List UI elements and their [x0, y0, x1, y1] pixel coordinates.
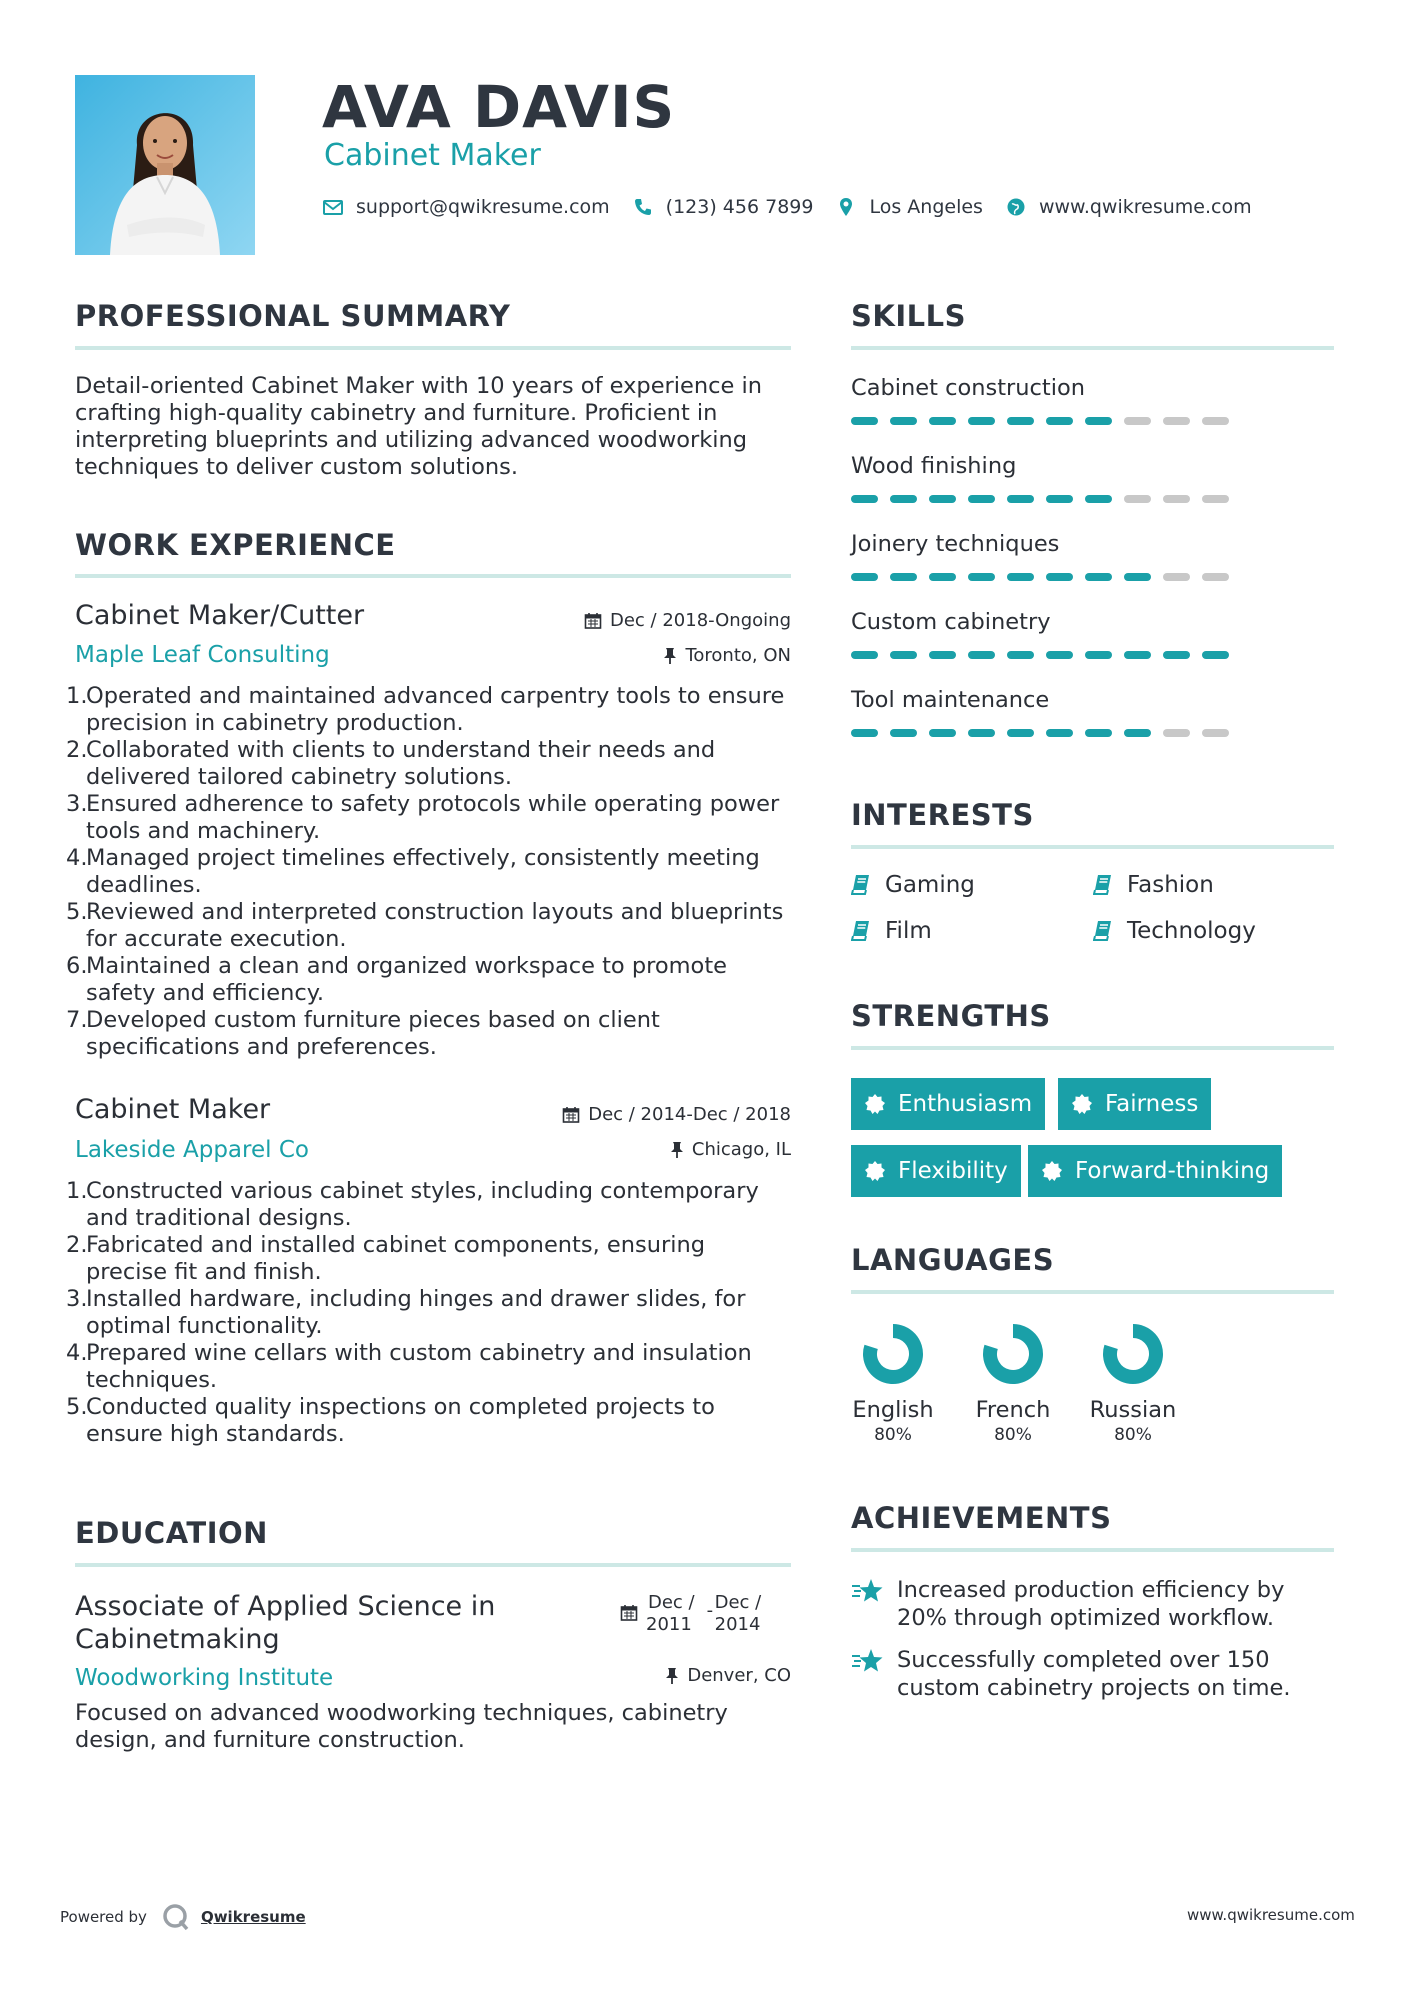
skill-level-dots	[851, 729, 1334, 737]
job-location-text: Chicago, IL	[691, 1139, 791, 1160]
skill-level-dot	[1163, 651, 1190, 659]
achievements-rule	[851, 1548, 1334, 1552]
skill-level-dot	[929, 573, 956, 581]
skill-level-dots	[851, 651, 1334, 659]
list-line: Maintained a clean and organized workspace to promote	[86, 953, 727, 979]
book-icon	[851, 920, 871, 942]
skill-level-dot	[929, 729, 956, 737]
list-line: tools and machinery.	[86, 818, 321, 844]
skill-level-dot	[890, 573, 917, 581]
list-item	[68, 1007, 798, 1061]
job-title: Cabinet Maker/Cutter	[75, 600, 365, 631]
achievements-heading: ACHIEVEMENTS	[851, 1501, 1112, 1535]
school-name: Woodworking Institute	[75, 1665, 334, 1691]
skill-level-dot	[851, 573, 878, 581]
degree-line: Cabinetmaking	[75, 1624, 280, 1655]
list-number: 1.	[66, 683, 88, 709]
list-line: Ensured adherence to safety protocols while operating power	[86, 791, 780, 817]
strength-tag	[1028, 1145, 1282, 1197]
language-percent: 80%	[994, 1425, 1032, 1445]
list-line: delivered tailored cabinetry solutions.	[86, 764, 513, 790]
education-end	[706, 1592, 762, 1636]
language-level-ring	[977, 1318, 1049, 1390]
list-item	[68, 1232, 798, 1286]
skill-level-dot	[1085, 417, 1112, 425]
languages-rule	[851, 1290, 1334, 1294]
strengths-rule	[851, 1046, 1334, 1050]
skill-level-dot	[929, 651, 956, 659]
qwikresume-logo-icon	[161, 1902, 191, 1932]
interest-label: Film	[885, 918, 932, 944]
email-icon	[322, 196, 344, 218]
book-icon	[1093, 920, 1113, 942]
list-item	[68, 1394, 798, 1448]
skill-item	[851, 374, 1334, 452]
achievement-item	[851, 1646, 1334, 1702]
list-line: for accurate execution.	[86, 926, 347, 952]
strength-label: Fairness	[1105, 1091, 1199, 1117]
job-location-text: Toronto, ON	[685, 645, 791, 666]
summary-text	[75, 373, 791, 481]
description-line: Focused on advanced woodworking techniques, cabinetry	[75, 1700, 728, 1726]
skill-level-dot	[1085, 573, 1112, 581]
skill-level-dot	[1202, 417, 1229, 425]
skill-level-dots	[851, 495, 1334, 503]
interests-heading: INTERESTS	[851, 798, 1034, 832]
calendar-icon	[584, 612, 602, 630]
list-item	[68, 1340, 798, 1394]
skill-level-dot	[1007, 729, 1034, 737]
education-location	[480, 1665, 791, 1687]
list-line: and traditional designs.	[86, 1205, 352, 1231]
language-name: English	[852, 1397, 934, 1423]
list-line: deadlines.	[86, 872, 202, 898]
interests-rule	[851, 845, 1334, 849]
interest-item	[851, 917, 932, 945]
list-number: 4.	[66, 1340, 88, 1366]
skill-name: Joinery techniques	[851, 531, 1060, 557]
language-level-arc	[870, 1331, 916, 1377]
achievement-line: custom cabinetry projects on time.	[897, 1675, 1291, 1701]
languages-heading: LANGUAGES	[851, 1243, 1055, 1277]
location-pin-icon	[835, 196, 857, 218]
language-level-ring	[1097, 1318, 1169, 1390]
skill-level-dot	[968, 729, 995, 737]
date-dash: -	[706, 1600, 714, 1621]
star-icon	[851, 1648, 885, 1674]
list-number: 3.	[66, 1286, 88, 1312]
skill-level-dot	[1046, 573, 1073, 581]
phone-icon	[632, 196, 654, 218]
summary-line: Detail-oriented Cabinet Maker with 10 years of experience in	[75, 373, 763, 399]
list-line: Installed hardware, including hinges and drawer slides, for	[86, 1286, 746, 1312]
job-location	[480, 645, 791, 667]
skill-level-dot	[1124, 573, 1151, 581]
list-line: Conducted quality inspections on completed projects to	[86, 1394, 715, 1420]
description-line: design, and furniture construction.	[75, 1727, 465, 1753]
degree-title	[75, 1590, 495, 1656]
job-company: Lakeside Apparel Co	[75, 1137, 309, 1163]
powered-by-label: Powered by	[60, 1908, 147, 1926]
list-item	[68, 791, 798, 845]
summary-rule	[75, 346, 791, 350]
list-line: safety and efficiency.	[86, 980, 324, 1006]
skill-level-dot	[1163, 417, 1190, 425]
skill-item	[851, 530, 1334, 608]
list-line: Fabricated and installed cabinet components, ensuring	[86, 1232, 706, 1258]
date-part: 2014	[714, 1614, 761, 1635]
pushpin-icon	[665, 1667, 679, 1685]
skill-level-dot	[968, 573, 995, 581]
skill-level-dot	[1046, 417, 1073, 425]
list-line: Managed project timelines effectively, consistently meeting	[86, 845, 760, 871]
list-number: 5.	[66, 1394, 88, 1420]
languages-list	[838, 1318, 1188, 1446]
skills-list	[851, 374, 1334, 764]
experience-heading: WORK EXPERIENCE	[75, 528, 396, 562]
skill-level-dot	[1124, 417, 1151, 425]
skill-name: Wood finishing	[851, 453, 1017, 479]
skills-rule	[851, 346, 1334, 350]
skill-level-dot	[1007, 495, 1034, 503]
contact-website[interactable]: www.qwikresume.com	[1038, 196, 1252, 218]
skill-level-dot	[1124, 495, 1151, 503]
job-dates	[480, 1104, 791, 1126]
list-number: 7.	[66, 1007, 88, 1033]
language-percent: 80%	[1114, 1425, 1152, 1445]
strength-tag	[851, 1078, 1045, 1130]
achievement-line: Increased production efficiency by	[897, 1577, 1285, 1603]
skill-level-dot	[1202, 729, 1229, 737]
interest-item	[1093, 917, 1256, 945]
skill-level-dot	[1163, 729, 1190, 737]
list-line: optimal functionality.	[86, 1313, 323, 1339]
skill-level-dot	[1202, 651, 1229, 659]
skill-level-dot	[929, 417, 956, 425]
education-location-text: Denver, CO	[687, 1665, 791, 1686]
language-level-arc	[990, 1331, 1036, 1377]
skill-item	[851, 608, 1334, 686]
list-item	[68, 1286, 798, 1340]
list-line: ensure high standards.	[86, 1421, 345, 1447]
skill-level-dot	[968, 651, 995, 659]
list-line: Constructed various cabinet styles, including contemporary	[86, 1178, 759, 1204]
list-item	[68, 1178, 798, 1232]
contact-phone[interactable]: (123) 456 7899	[665, 196, 814, 218]
job-dates	[480, 610, 791, 632]
skill-level-dot	[1007, 651, 1034, 659]
contact-email[interactable]: support@qwikresume.com	[356, 196, 610, 218]
skill-level-dot	[1163, 573, 1190, 581]
skill-level-dot	[1124, 729, 1151, 737]
skill-level-dot	[1202, 573, 1229, 581]
language-level-ring	[857, 1318, 929, 1390]
skill-level-dot	[851, 495, 878, 503]
skill-name: Cabinet construction	[851, 375, 1086, 401]
list-item	[68, 899, 798, 953]
skill-level-dot	[851, 729, 878, 737]
skills-heading: SKILLS	[851, 299, 966, 333]
skill-level-dot	[1085, 729, 1112, 737]
footer-powered-by	[60, 1902, 306, 1932]
job-dates-text: Dec / 2018-Ongoing	[610, 610, 791, 631]
interest-label: Gaming	[885, 872, 975, 898]
achievement-line: Successfully completed over 150	[897, 1647, 1270, 1673]
candidate-title: Cabinet Maker	[324, 138, 541, 173]
list-number: 2.	[66, 1232, 88, 1258]
pushpin-icon	[663, 647, 677, 665]
pushpin-icon	[670, 1141, 684, 1159]
list-line: Operated and maintained advanced carpentry tools to ensure	[86, 683, 785, 709]
list-number: 1.	[66, 1178, 88, 1204]
skill-level-dot	[1007, 417, 1034, 425]
date-part: Dec /	[648, 1592, 695, 1613]
skill-level-dots	[851, 417, 1334, 425]
summary-heading: PROFESSIONAL SUMMARY	[75, 299, 511, 333]
summary-line: interpreting blueprints and utilizing advanced woodworking	[75, 427, 748, 453]
job-duties-list	[68, 1178, 798, 1448]
strength-tag	[1058, 1078, 1211, 1130]
skill-level-dot	[1046, 495, 1073, 503]
achievement-item	[851, 1576, 1334, 1632]
footer-website[interactable]: www.qwikresume.com	[1187, 1906, 1355, 1924]
education-start	[646, 1592, 695, 1636]
skill-item	[851, 686, 1334, 764]
summary-line: crafting high-quality cabinetry and furniture. Proficient in	[75, 400, 718, 426]
list-item	[68, 683, 798, 737]
list-line: specifications and preferences.	[86, 1034, 437, 1060]
list-line: precise fit and finish.	[86, 1259, 322, 1285]
list-number: 6.	[66, 953, 88, 979]
strength-label: Forward-thinking	[1075, 1158, 1270, 1184]
list-item	[68, 845, 798, 899]
calendar-icon	[562, 1106, 580, 1124]
achievement-text	[897, 1576, 1284, 1632]
list-item	[68, 953, 798, 1007]
education-rule	[75, 1563, 791, 1567]
skill-level-dot	[1046, 729, 1073, 737]
summary-line: techniques to deliver custom solutions.	[75, 454, 518, 480]
interest-item	[1093, 871, 1214, 899]
skill-level-dot	[1085, 495, 1112, 503]
profile-photo	[75, 75, 255, 255]
skill-level-dot	[1124, 651, 1151, 659]
skill-level-dot	[1163, 495, 1190, 503]
globe-icon	[1005, 196, 1027, 218]
contact-bar	[322, 192, 1274, 222]
list-line: precision in cabinetry production.	[86, 710, 464, 736]
skill-level-dot	[1085, 651, 1112, 659]
list-line: Collaborated with clients to understand their needs and	[86, 737, 716, 763]
book-icon	[1093, 874, 1113, 896]
list-line: Reviewed and interpreted construction layouts and blueprints	[86, 899, 784, 925]
skill-name: Tool maintenance	[851, 687, 1050, 713]
skill-level-dot	[968, 417, 995, 425]
list-line: Developed custom furniture pieces based on client	[86, 1007, 660, 1033]
language-item	[838, 1318, 948, 1446]
job-company: Maple Leaf Consulting	[75, 642, 330, 668]
date-part: Dec /	[714, 1592, 762, 1613]
skill-item	[851, 452, 1334, 530]
list-line: Prepared wine cellars with custom cabinetry and insulation	[86, 1340, 752, 1366]
interest-label: Fashion	[1127, 872, 1214, 898]
book-icon	[851, 874, 871, 896]
language-name: Russian	[1089, 1397, 1177, 1423]
experience-rule	[75, 574, 791, 578]
skill-level-dot	[1202, 495, 1229, 503]
badge-icon	[1071, 1093, 1093, 1115]
achievement-line: 20% through optimized workflow.	[897, 1605, 1274, 1631]
list-number: 2.	[66, 737, 88, 763]
skill-level-dot	[851, 651, 878, 659]
skill-level-dot	[851, 417, 878, 425]
list-number: 4.	[66, 845, 88, 871]
language-item	[1078, 1318, 1188, 1446]
strength-label: Enthusiasm	[898, 1091, 1033, 1117]
list-number: 5.	[66, 899, 88, 925]
list-item	[68, 737, 798, 791]
strength-label: Flexibility	[898, 1158, 1008, 1184]
education-heading: EDUCATION	[75, 1516, 268, 1550]
date-part: 2011	[646, 1614, 692, 1635]
strength-tag	[851, 1145, 1021, 1197]
qwikresume-link[interactable]: Qwikresume	[200, 1908, 306, 1926]
skill-level-dot	[929, 495, 956, 503]
star-icon	[851, 1578, 885, 1604]
achievement-text	[897, 1646, 1290, 1702]
skill-level-dot	[890, 651, 917, 659]
skill-level-dot	[1007, 573, 1034, 581]
interest-item	[851, 871, 975, 899]
strengths-heading: STRENGTHS	[851, 999, 1051, 1033]
education-description	[75, 1700, 791, 1754]
education-dates	[620, 1592, 761, 1636]
contact-location: Los Angeles	[869, 196, 983, 218]
skill-level-dot	[1046, 651, 1073, 659]
badge-icon	[864, 1160, 886, 1182]
candidate-name: AVA DAVIS	[322, 73, 676, 141]
skill-level-dot	[890, 417, 917, 425]
skill-name: Custom cabinetry	[851, 609, 1051, 635]
calendar-icon	[620, 1604, 638, 1622]
skill-level-dot	[968, 495, 995, 503]
skill-level-dots	[851, 573, 1334, 581]
badge-icon	[1041, 1160, 1063, 1182]
language-item	[958, 1318, 1068, 1446]
job-title: Cabinet Maker	[75, 1094, 271, 1125]
language-name: French	[975, 1397, 1051, 1423]
badge-icon	[864, 1093, 886, 1115]
degree-line: Associate of Applied Science in	[75, 1591, 496, 1622]
language-percent: 80%	[874, 1425, 912, 1445]
skill-level-dot	[890, 495, 917, 503]
job-duties-list	[68, 683, 798, 1061]
list-number: 3.	[66, 791, 88, 817]
job-dates-text: Dec / 2014-Dec / 2018	[588, 1104, 791, 1125]
skill-level-dot	[890, 729, 917, 737]
job-location	[480, 1139, 791, 1161]
interest-label: Technology	[1127, 918, 1256, 944]
language-level-arc	[1110, 1331, 1156, 1377]
list-line: techniques.	[86, 1367, 218, 1393]
